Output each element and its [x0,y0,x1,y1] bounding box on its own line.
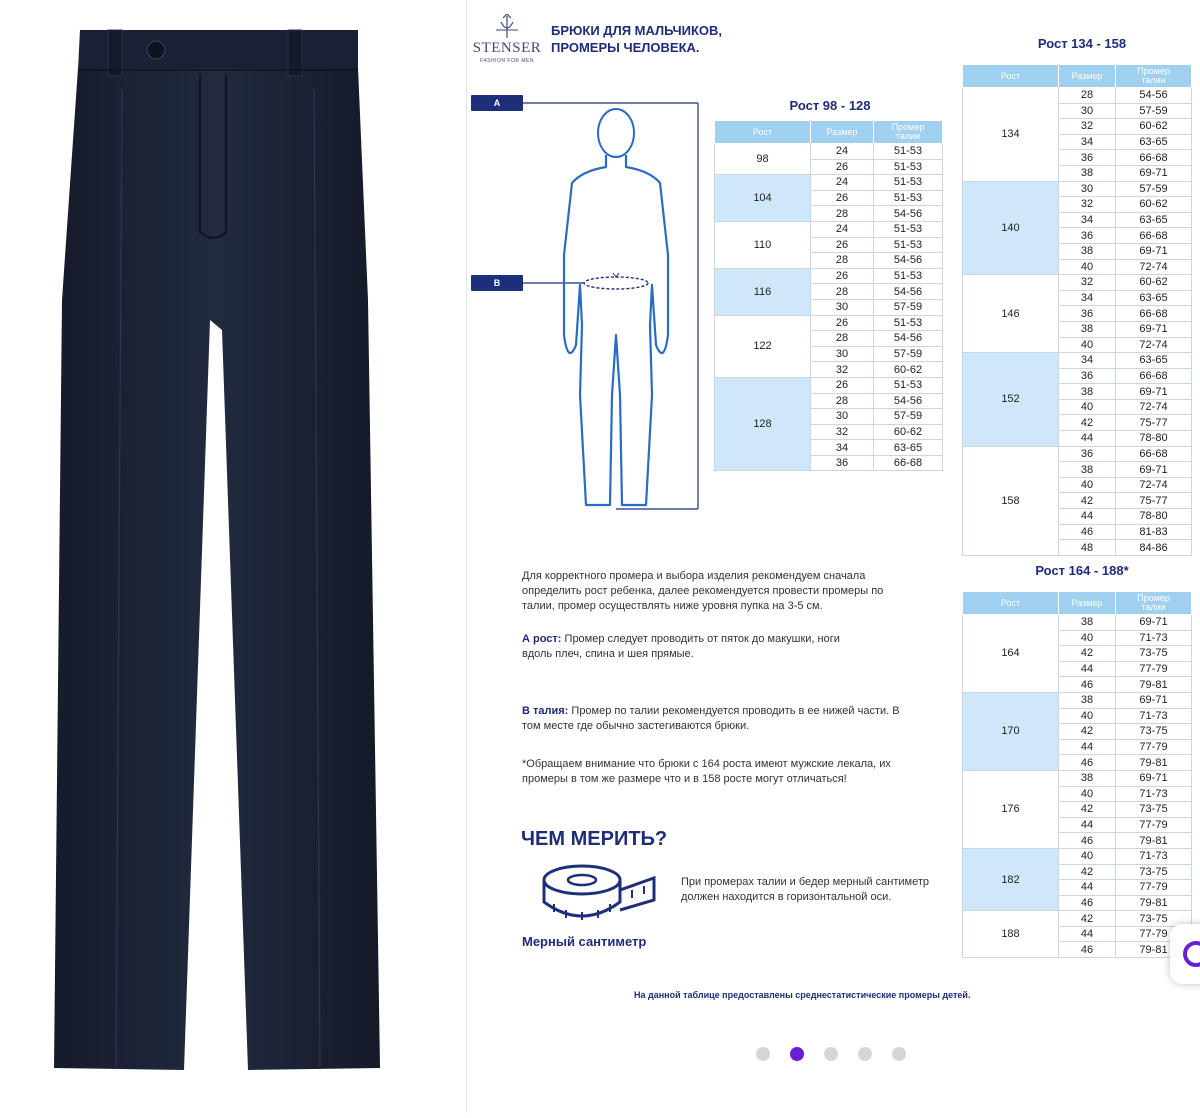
cell-height: 128 [715,377,811,471]
cell-waist: 54-56 [874,331,943,347]
size-table-164-188 [962,591,1192,958]
title-line-2: ПРОМЕРЫ ЧЕЛОВЕКА. [551,40,700,55]
instructions-note: *Обращаем внимание что брюки с 164 роста имеют мужские лекала, их промеры в том же размере что и в 158 росте могут отличаться! [522,758,891,785]
floating-chat-button[interactable] [1170,924,1200,984]
cell-size: 32 [1059,197,1116,213]
cell-waist: 73-75 [1116,724,1192,740]
cell-waist: 77-79 [1116,880,1192,896]
chat-icon [1170,924,1200,984]
cell-waist: 60-62 [1116,197,1192,213]
cell-size: 28 [811,331,874,347]
cell-size: 46 [1059,895,1116,911]
cell-waist: 63-65 [1116,353,1192,369]
instructions-b-text: Промер по талии рекомендуется проводить в ее нижей части. В том месте где обычно застегиваются брюки. [522,705,900,732]
header-height: Рост [963,65,1059,88]
cell-waist: 66-68 [874,455,943,471]
cell-waist: 72-74 [1116,399,1192,415]
carousel-dot-5[interactable] [892,1047,906,1061]
cell-size: 38 [1059,321,1116,337]
cell-waist: 66-68 [1116,446,1192,462]
cell-waist: 77-79 [1116,661,1192,677]
cell-waist: 72-74 [1116,259,1192,275]
cell-waist: 51-53 [874,221,943,237]
cell-waist: 73-75 [1116,646,1192,662]
cell-waist: 51-53 [874,190,943,206]
tape-measure-icon [540,860,660,930]
instructions-intro: Для корректного промера и выбора изделия рекомендуем сначала определить рост ребенка, далее рекомендуется провести промеры по талии, промер осуществлять ниже уровня пупка на 3-5 см. [522,570,884,612]
cell-size: 26 [811,190,874,206]
cell-height: 170 [963,692,1059,770]
cell-waist: 69-71 [1116,165,1192,181]
cell-waist: 66-68 [1116,306,1192,322]
cell-size: 32 [811,424,874,440]
cell-size: 44 [1059,431,1116,447]
instructions-a-label: А рост: [522,633,562,645]
cell-waist: 60-62 [874,424,943,440]
table-row [963,848,1192,864]
cell-size: 30 [1059,181,1116,197]
cell-waist: 69-71 [1116,384,1192,400]
table-row [963,692,1192,708]
cell-waist: 54-56 [1116,88,1192,104]
cell-waist: 79-81 [1116,895,1192,911]
cell-waist: 72-74 [1116,337,1192,353]
cell-waist: 51-53 [874,159,943,175]
cell-waist: 51-53 [874,315,943,331]
cell-height: 110 [715,221,811,268]
cell-waist: 77-79 [1116,739,1192,755]
cell-size: 30 [811,346,874,362]
instructions-a-text: Промер следует проводить от пяток до макушки, ноги вдоль плеч, спина и шея прямые. [522,633,840,660]
cell-waist: 79-81 [1116,677,1192,693]
table-row [715,268,943,284]
arrow-emblem-icon [470,14,544,42]
page-title [551,22,781,56]
table-row [963,88,1192,104]
cell-size: 46 [1059,524,1116,540]
carousel-dot-3[interactable] [824,1047,838,1061]
cell-waist: 51-53 [874,377,943,393]
cell-waist: 54-56 [874,206,943,222]
cell-height: 164 [963,615,1059,693]
cell-size: 38 [1059,615,1116,631]
cell-size: 34 [1059,290,1116,306]
table-row [963,770,1192,786]
cell-waist: 73-75 [1116,864,1192,880]
cell-size: 36 [1059,306,1116,322]
cell-waist: 60-62 [874,362,943,378]
cell-size: 38 [1059,384,1116,400]
cell-size: 28 [811,284,874,300]
cell-waist: 63-65 [1116,212,1192,228]
cell-size: 40 [1059,477,1116,493]
cell-size: 44 [1059,509,1116,525]
table-row [963,446,1192,462]
cell-waist: 71-73 [1116,786,1192,802]
table-row [715,221,943,237]
cell-size: 38 [1059,462,1116,478]
footnote: На данной таблице предоставлены среднестатистические промеры детей. [634,990,971,1000]
brand-logo [470,14,544,66]
cell-size: 40 [1059,786,1116,802]
cell-size: 40 [1059,259,1116,275]
cell-waist: 57-59 [1116,103,1192,119]
cell-size: 38 [1059,165,1116,181]
marker-b-label: B [471,275,523,291]
cell-waist: 69-71 [1116,692,1192,708]
cell-waist: 66-68 [1116,228,1192,244]
cell-waist: 81-83 [1116,524,1192,540]
cell-size: 36 [1059,368,1116,384]
header-size: Размер [1059,592,1116,615]
cell-size: 40 [1059,848,1116,864]
cell-size: 44 [1059,926,1116,942]
cell-waist: 75-77 [1116,493,1192,509]
cell-waist: 57-59 [1116,181,1192,197]
cell-waist: 63-65 [1116,134,1192,150]
cell-height: 122 [715,315,811,377]
cell-waist: 51-53 [874,237,943,253]
cell-size: 42 [1059,911,1116,927]
table-row [715,315,943,331]
cell-size: 24 [811,221,874,237]
cell-size: 42 [1059,646,1116,662]
table-row [963,911,1192,927]
cell-height: 188 [963,911,1059,958]
cell-size: 30 [811,409,874,425]
header-height: Рост [715,121,811,144]
marker-a-label: A [471,95,523,111]
cell-size: 46 [1059,833,1116,849]
cell-size: 48 [1059,540,1116,556]
cell-size: 40 [1059,399,1116,415]
cell-waist: 69-71 [1116,321,1192,337]
cell-size: 42 [1059,802,1116,818]
cell-height: 152 [963,353,1059,447]
cell-waist: 60-62 [1116,119,1192,135]
cell-height: 116 [715,268,811,315]
cell-waist: 57-59 [874,409,943,425]
header-height: Рост [963,592,1059,615]
cell-size: 28 [811,253,874,269]
cell-size: 24 [811,144,874,160]
instructions-a [522,632,872,662]
table-row [963,275,1192,291]
cell-size: 34 [1059,212,1116,228]
cell-waist: 63-65 [874,440,943,456]
carousel-dot-2[interactable] [790,1047,804,1061]
cell-waist: 73-75 [1116,802,1192,818]
table-row [715,175,943,191]
cell-size: 46 [1059,942,1116,958]
cell-size: 36 [1059,446,1116,462]
cell-size: 26 [811,159,874,175]
cell-size: 44 [1059,880,1116,896]
carousel-dot-1[interactable] [756,1047,770,1061]
cell-waist: 66-68 [1116,368,1192,384]
cell-waist: 75-77 [1116,415,1192,431]
cell-waist: 84-86 [1116,540,1192,556]
cell-size: 34 [1059,353,1116,369]
cell-height: 104 [715,175,811,222]
cell-waist: 78-80 [1116,509,1192,525]
cell-size: 26 [811,377,874,393]
cell-waist: 71-73 [1116,848,1192,864]
cell-size: 40 [1059,630,1116,646]
cell-size: 28 [811,393,874,409]
cell-height: 182 [963,848,1059,910]
cell-size: 30 [811,299,874,315]
cell-waist: 77-79 [1116,817,1192,833]
cell-waist: 54-56 [874,284,943,300]
size-table-134-158 [962,64,1192,556]
cell-size: 32 [1059,275,1116,291]
cell-size: 42 [1059,864,1116,880]
cell-height: 146 [963,275,1059,353]
cell-size: 28 [1059,88,1116,104]
cell-size: 44 [1059,661,1116,677]
cell-height: 98 [715,144,811,175]
brand-name: STENSER [472,40,542,56]
tape-caption: Мерный сантиметр [522,934,647,949]
header-waist: Промер талии [1116,592,1192,615]
cell-size: 34 [1059,134,1116,150]
cell-waist: 69-71 [1116,615,1192,631]
cell-size: 42 [1059,493,1116,509]
header-size: Размер [811,121,874,144]
title-line-1: БРЮКИ ДЛЯ МАЛЬЧИКОВ, [551,23,723,38]
table-row [963,353,1192,369]
cell-size: 32 [1059,119,1116,135]
table-row [963,181,1192,197]
header-waist: Промер талии [874,121,943,144]
table-row [715,377,943,393]
cell-waist: 69-71 [1116,770,1192,786]
cell-size: 30 [1059,103,1116,119]
cell-waist: 66-68 [1116,150,1192,166]
cell-waist: 57-59 [874,346,943,362]
cell-waist: 51-53 [874,268,943,284]
cell-size: 24 [811,175,874,191]
cell-height: 140 [963,181,1059,275]
header-size: Размер [1059,65,1116,88]
table-row [963,615,1192,631]
brand-tagline: FASHION FOR MEN [480,58,534,64]
cell-size: 38 [1059,770,1116,786]
trousers-illustration [0,0,464,1113]
cell-waist: 71-73 [1116,708,1192,724]
body-figure-icon [520,95,705,515]
cell-waist: 78-80 [1116,431,1192,447]
cell-waist: 51-53 [874,175,943,191]
cell-waist: 73-75 [1116,911,1192,927]
cell-waist: 77-79 [1116,926,1192,942]
table-134-158-caption: Рост 134 - 158 [1037,36,1127,51]
cell-waist: 51-53 [874,144,943,160]
cell-size: 32 [811,362,874,378]
cell-size: 38 [1059,692,1116,708]
cell-size: 40 [1059,337,1116,353]
cell-waist: 57-59 [874,299,943,315]
cell-waist: 79-81 [1116,755,1192,771]
cell-size: 40 [1059,708,1116,724]
table-row [715,144,943,160]
header-waist: Промер талии [1116,65,1192,88]
cell-size: 36 [1059,150,1116,166]
instructions-b-label: В талия: [522,705,569,717]
cell-size: 46 [1059,677,1116,693]
instructions-b [522,704,902,734]
cell-height: 158 [963,446,1059,555]
cell-waist: 69-71 [1116,462,1192,478]
size-table-98-128 [714,120,943,471]
cell-waist: 54-56 [874,253,943,269]
cell-size: 36 [811,455,874,471]
cell-waist: 63-65 [1116,290,1192,306]
cell-height: 134 [963,88,1059,182]
cell-waist: 79-81 [1116,833,1192,849]
cell-waist: 71-73 [1116,630,1192,646]
product-image[interactable] [0,0,464,1113]
cell-size: 26 [811,268,874,284]
cell-size: 26 [811,237,874,253]
table-164-188-caption: Рост 164 - 188* [1035,563,1129,578]
carousel-dot-4[interactable] [858,1047,872,1061]
cell-size: 38 [1059,243,1116,259]
tape-instructions: При промерах талии и бедер мерный сантиметр должен находится в горизонтальной оси. [681,876,929,903]
cell-waist: 60-62 [1116,275,1192,291]
cell-size: 46 [1059,755,1116,771]
cell-size: 42 [1059,724,1116,740]
cell-waist: 79-81 [1116,942,1192,958]
cell-waist: 54-56 [874,393,943,409]
cell-waist: 69-71 [1116,243,1192,259]
cell-size: 26 [811,315,874,331]
cell-size: 34 [811,440,874,456]
cell-size: 36 [1059,228,1116,244]
cell-size: 28 [811,206,874,222]
cell-waist: 72-74 [1116,477,1192,493]
cell-height: 176 [963,770,1059,848]
cell-size: 44 [1059,817,1116,833]
how-to-measure-title: ЧЕМ МЕРИТЬ? [521,828,668,850]
table-98-128-caption: Рост 98 - 128 [789,98,871,113]
cell-size: 42 [1059,415,1116,431]
cell-size: 44 [1059,739,1116,755]
